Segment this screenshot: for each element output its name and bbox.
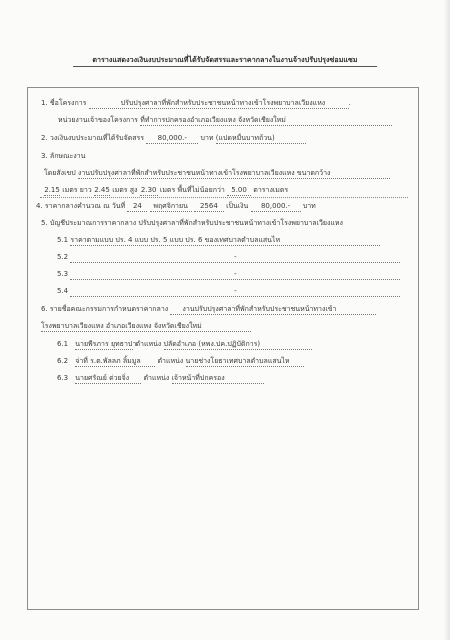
member-num: 6.3 bbox=[57, 374, 69, 382]
item3-area-label: พื้นที่ไม่น้อยกว่า bbox=[177, 186, 225, 194]
document-title: ตารางแสดงวงเงินงบประมาณที่ได้รับจัดสรรและราคากลางในงานจ้างปรับปรุงซ่อมแซม bbox=[92, 55, 358, 64]
item3-width-unit: เมตร สูง bbox=[112, 186, 138, 194]
item3-area-unit: ตารางเมตร bbox=[253, 186, 289, 194]
item5-sub3-row bbox=[57, 270, 400, 280]
item4-label: 4. ราคากลางคำนวณ ณ วันที่ bbox=[36, 202, 126, 210]
member-pos-label: ตำแหน่ง bbox=[143, 374, 170, 382]
item3-area: 5.00 bbox=[227, 186, 251, 196]
item5-sub4-value: - bbox=[70, 287, 400, 297]
item6-desc2: โรงพยาบาลเวียงแหง อำเภอเวียงแหง จังหวัดเชียงใหม่ bbox=[41, 322, 251, 332]
item6-desc: งานปรับปรุงศาลาที่พักสำหรับประชาชนหน้าทางเข้า bbox=[170, 305, 376, 315]
item5-sub3-num: 5.3 bbox=[57, 270, 69, 278]
member-pos: เจ้าหน้าที่ปกครอง bbox=[172, 374, 264, 384]
item5-sub3-value: - bbox=[70, 270, 400, 280]
item5-label: 5. บัญชีประมาณการราคากลาง ปรับปรุงศาลาที่พักสำหรับประชาชนหน้าทางเข้าโรงพยาบาลเวียงแหง bbox=[41, 219, 343, 227]
item4-amount: 80,000.- bbox=[251, 202, 301, 212]
item1-value: ปรับปรุงศาลาที่พักสำหรับประชาชนหน้าทางเข้าโรงพยาบาลเวียงแหง bbox=[89, 99, 349, 109]
item3-width: 2.45 bbox=[94, 186, 110, 194]
item2-row bbox=[41, 134, 306, 144]
item5-sub1-row bbox=[57, 236, 380, 246]
item6-member-row bbox=[57, 374, 264, 384]
item1-unit-value: ที่ทำการปกครองอำเภอเวียงแหง จังหวัดเชียงใหม่ bbox=[140, 116, 392, 126]
member-num: 6.2 bbox=[57, 357, 69, 365]
item4-year: 2564 bbox=[194, 202, 224, 212]
item6-desc2-row bbox=[41, 322, 251, 332]
item1-unit-row bbox=[58, 116, 392, 126]
member-pos-label: ตำแหน่ง bbox=[135, 340, 162, 348]
item3-separator bbox=[40, 197, 408, 198]
item3-desc: งานปรับปรุงศาลาที่พักสำหรับประชาชนหน้าทางเข้าโรงพยาบาลเวียงแหง ขนาดกว้าง bbox=[78, 169, 390, 179]
item1-unit-label: หน่วยงานเจ้าของโครงการ bbox=[58, 116, 138, 124]
item4-unit: บาท bbox=[302, 202, 316, 210]
item5-sub2-row bbox=[57, 253, 400, 263]
member-name: นายศรัณย์ ด่วยจิ่ง bbox=[75, 374, 141, 384]
title-underline bbox=[73, 66, 377, 67]
item4-amount-label: เป็นเงิน bbox=[226, 202, 249, 210]
item3-dim-row bbox=[44, 186, 288, 196]
item6-label: 6. รายชื่อคณะกรรมการกำหนดราคากลาง bbox=[41, 305, 169, 313]
item6-row bbox=[41, 305, 376, 315]
item3-label: 3. ลักษณะงาน bbox=[41, 152, 86, 160]
item5-sub1-num: 5.1 bbox=[57, 236, 69, 244]
item5-sub4-num: 5.4 bbox=[57, 287, 69, 295]
item3-length: 2.15 bbox=[44, 186, 60, 194]
item1-row bbox=[41, 99, 351, 109]
item5-sub1-text: ราคาตามแบบ ปร. 4 แบบ ปร. 5 แบบ ปร. 6 ของเทศบาลตำบลแสนไห bbox=[70, 236, 380, 246]
item2-words: (แปดหมื่นบาทถ้วน) bbox=[216, 134, 306, 144]
item3-length-unit: เมตร ยาว bbox=[62, 186, 92, 194]
item2-value: 80,000.- bbox=[146, 134, 198, 144]
item1-trail: . bbox=[348, 99, 351, 107]
item2-unit: บาท bbox=[200, 134, 214, 142]
item3-height: 2.30 bbox=[140, 186, 157, 194]
member-num: 6.1 bbox=[57, 340, 69, 348]
item2-label: 2. วงเงินงบประมาณที่ได้รับจัดสรร bbox=[41, 134, 145, 142]
page-edge-shadow bbox=[444, 0, 450, 640]
member-pos: นายช่างโยธาเทศบาลตำบลแสนไห bbox=[186, 357, 304, 367]
item1-label: 1. ชื่อโครงการ bbox=[41, 99, 87, 107]
member-name: นายพีรภาร ยุทธาปา bbox=[75, 340, 137, 348]
item5-sub2-num: 5.2 bbox=[57, 253, 69, 261]
item4-day: 24 bbox=[127, 202, 147, 212]
member-pos-label: ตำแหน่ง bbox=[157, 357, 184, 365]
item4-month: พฤศจิกายน bbox=[150, 202, 192, 212]
member-name: จ่าที่ ร.ต.พัลลภ ลิ้มมูล bbox=[75, 357, 155, 367]
item5-sub4-row bbox=[57, 287, 400, 297]
item4-row bbox=[36, 202, 316, 212]
item6-member-row bbox=[57, 357, 304, 367]
member-pos: ปลัดอำเภอ (หพง.ปค.ปฏิบัติการ) bbox=[164, 340, 312, 350]
item3-height-unit: เมตร bbox=[159, 186, 176, 194]
item6-member-row bbox=[57, 340, 312, 350]
item5-sub2-value: - bbox=[70, 253, 400, 263]
item3-desc-label: โดยสังเขป bbox=[44, 169, 76, 177]
item3-desc-row bbox=[44, 169, 390, 179]
